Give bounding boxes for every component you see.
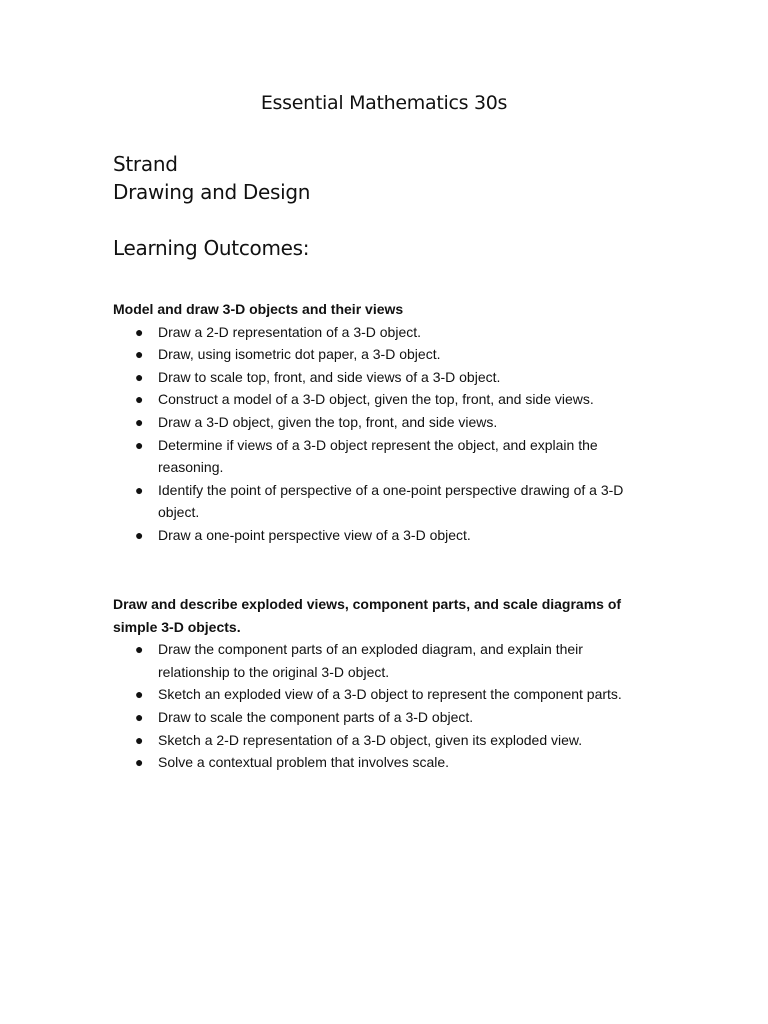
outcome-list [113, 321, 658, 547]
outcome-section-exploded-views [113, 593, 658, 774]
list-item [113, 706, 658, 729]
bullet-icon: ● [135, 641, 144, 658]
strand-name: Drawing and Design [113, 180, 311, 204]
list-item-text: Identify the point of perspective of a one-point perspective drawing of a 3-D object. [158, 481, 624, 521]
list-item [113, 411, 658, 434]
bullet-icon: ● [135, 391, 144, 408]
list-item-text: Draw to scale the component parts of a 3-D object. [158, 708, 474, 725]
bullet-icon: ● [135, 436, 144, 453]
list-item-text: Sketch a 2-D representation of a 3-D object, given its exploded view. [158, 731, 583, 748]
list-item [113, 321, 658, 344]
list-item [113, 729, 658, 752]
list-item [113, 434, 658, 479]
list-item-text: Draw a 2-D representation of a 3-D object. [158, 323, 422, 340]
bullet-icon: ● [135, 526, 144, 543]
list-item-text: Sketch an exploded view of a 3-D object to represent the component parts. [158, 686, 622, 703]
learning-outcomes-heading: Learning Outcomes: [113, 236, 310, 260]
strand-block [113, 150, 310, 206]
list-item-text: Draw, using isometric dot paper, a 3-D object. [158, 346, 441, 363]
bullet-icon: ● [135, 686, 144, 703]
document-title: Essential Mathematics 30s [260, 92, 508, 114]
bullet-icon: ● [135, 754, 144, 771]
list-item [113, 366, 658, 389]
list-item [113, 343, 658, 366]
bullet-icon: ● [135, 413, 144, 430]
list-item [113, 683, 658, 706]
list-item [113, 524, 658, 547]
list-item-text: Draw a 3-D object, given the top, front, and side views. [158, 413, 498, 430]
list-item-text: Determine if views of a 3-D object represent the object, and explain the reasoning. [158, 436, 598, 476]
list-item-text: Draw the component parts of an exploded diagram, and explain their relationship to the original 3-D object. [158, 641, 583, 680]
bullet-icon: ● [135, 323, 144, 340]
list-item [113, 751, 658, 774]
bullet-icon: ● [135, 368, 144, 385]
list-item-text: Draw a one-point perspective view of a 3-D object. [158, 526, 471, 543]
bullet-icon: ● [135, 346, 144, 363]
list-item-text: Solve a contextual problem that involves scale. [158, 754, 450, 771]
outcome-section-model-draw [113, 298, 658, 547]
bullet-icon: ● [135, 708, 144, 725]
bullet-icon: ● [135, 731, 144, 748]
list-item-text: Construct a model of a 3-D object, given the top, front, and side views. [158, 391, 594, 408]
section-heading: Model and draw 3-D objects and their views [113, 301, 404, 317]
list-item [113, 479, 658, 524]
list-item-text: Draw to scale top, front, and side views of a 3-D object. [158, 368, 501, 385]
bullet-icon: ● [135, 481, 144, 498]
list-item [113, 638, 658, 683]
outcome-list [113, 638, 658, 774]
list-item [113, 388, 658, 411]
section-heading: Draw and describe exploded views, component parts, and scale diagrams of simple 3-D objects. [113, 596, 622, 635]
strand-label: Strand [113, 152, 178, 176]
